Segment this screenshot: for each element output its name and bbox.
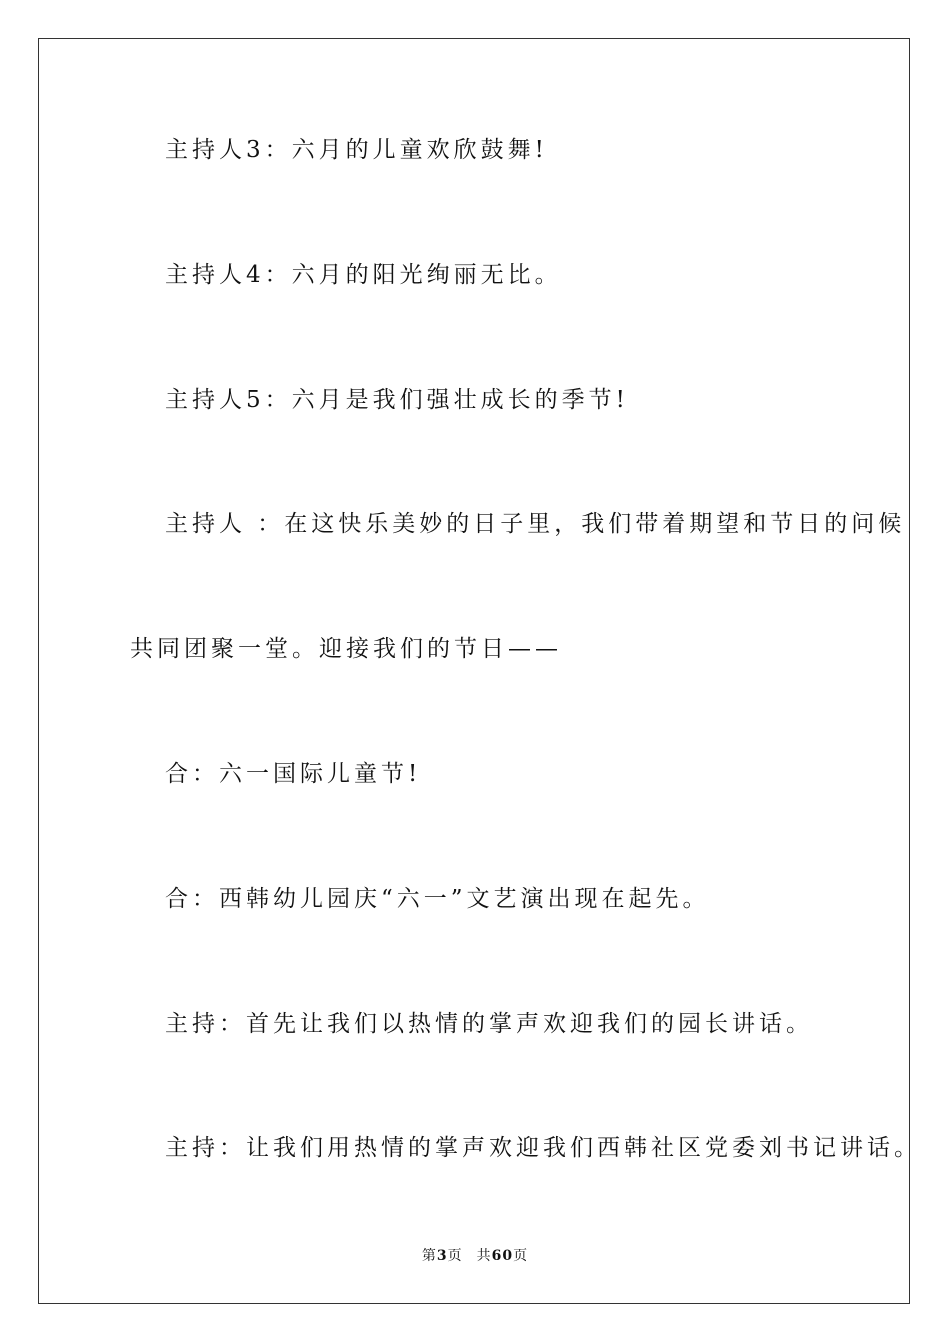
footer-total-prefix: 共	[476, 1248, 492, 1264]
paragraph-host-intro: 主持人 ：在这快乐美妙的日子里，我们带着期望和节日的问候	[165, 511, 906, 537]
footer-page-suffix: 页	[447, 1248, 463, 1264]
paragraph-host-secretary: 主持：让我们用热情的掌声欢迎我们西韩社区党委刘书记讲话。	[165, 1135, 921, 1161]
footer-page-number: 3	[436, 1248, 448, 1264]
page-footer	[0, 1245, 950, 1265]
paragraph-host-principal: 主持：首先让我们以热情的掌声欢迎我们的园长讲话。	[165, 1011, 813, 1037]
paragraph-together-1: 合：六一国际儿童节!	[165, 761, 422, 787]
paragraph-host5: 主持人5：六月是我们强壮成长的季节!	[165, 387, 629, 413]
paragraph-host4: 主持人4：六月的阳光绚丽无比。	[165, 262, 562, 288]
paragraph-host-intro-continued: 共同团聚一堂。迎接我们的节日——	[130, 636, 562, 662]
paragraph-host3: 主持人3：六月的儿童欢欣鼓舞!	[165, 137, 548, 163]
footer-page-prefix: 第	[421, 1248, 437, 1264]
footer-total-pages: 60	[491, 1248, 514, 1264]
page-border	[38, 38, 910, 1304]
paragraph-together-2: 合：西韩幼儿园庆“六一”文艺演出现在起先。	[165, 886, 710, 912]
footer-total-suffix: 页	[513, 1248, 529, 1264]
